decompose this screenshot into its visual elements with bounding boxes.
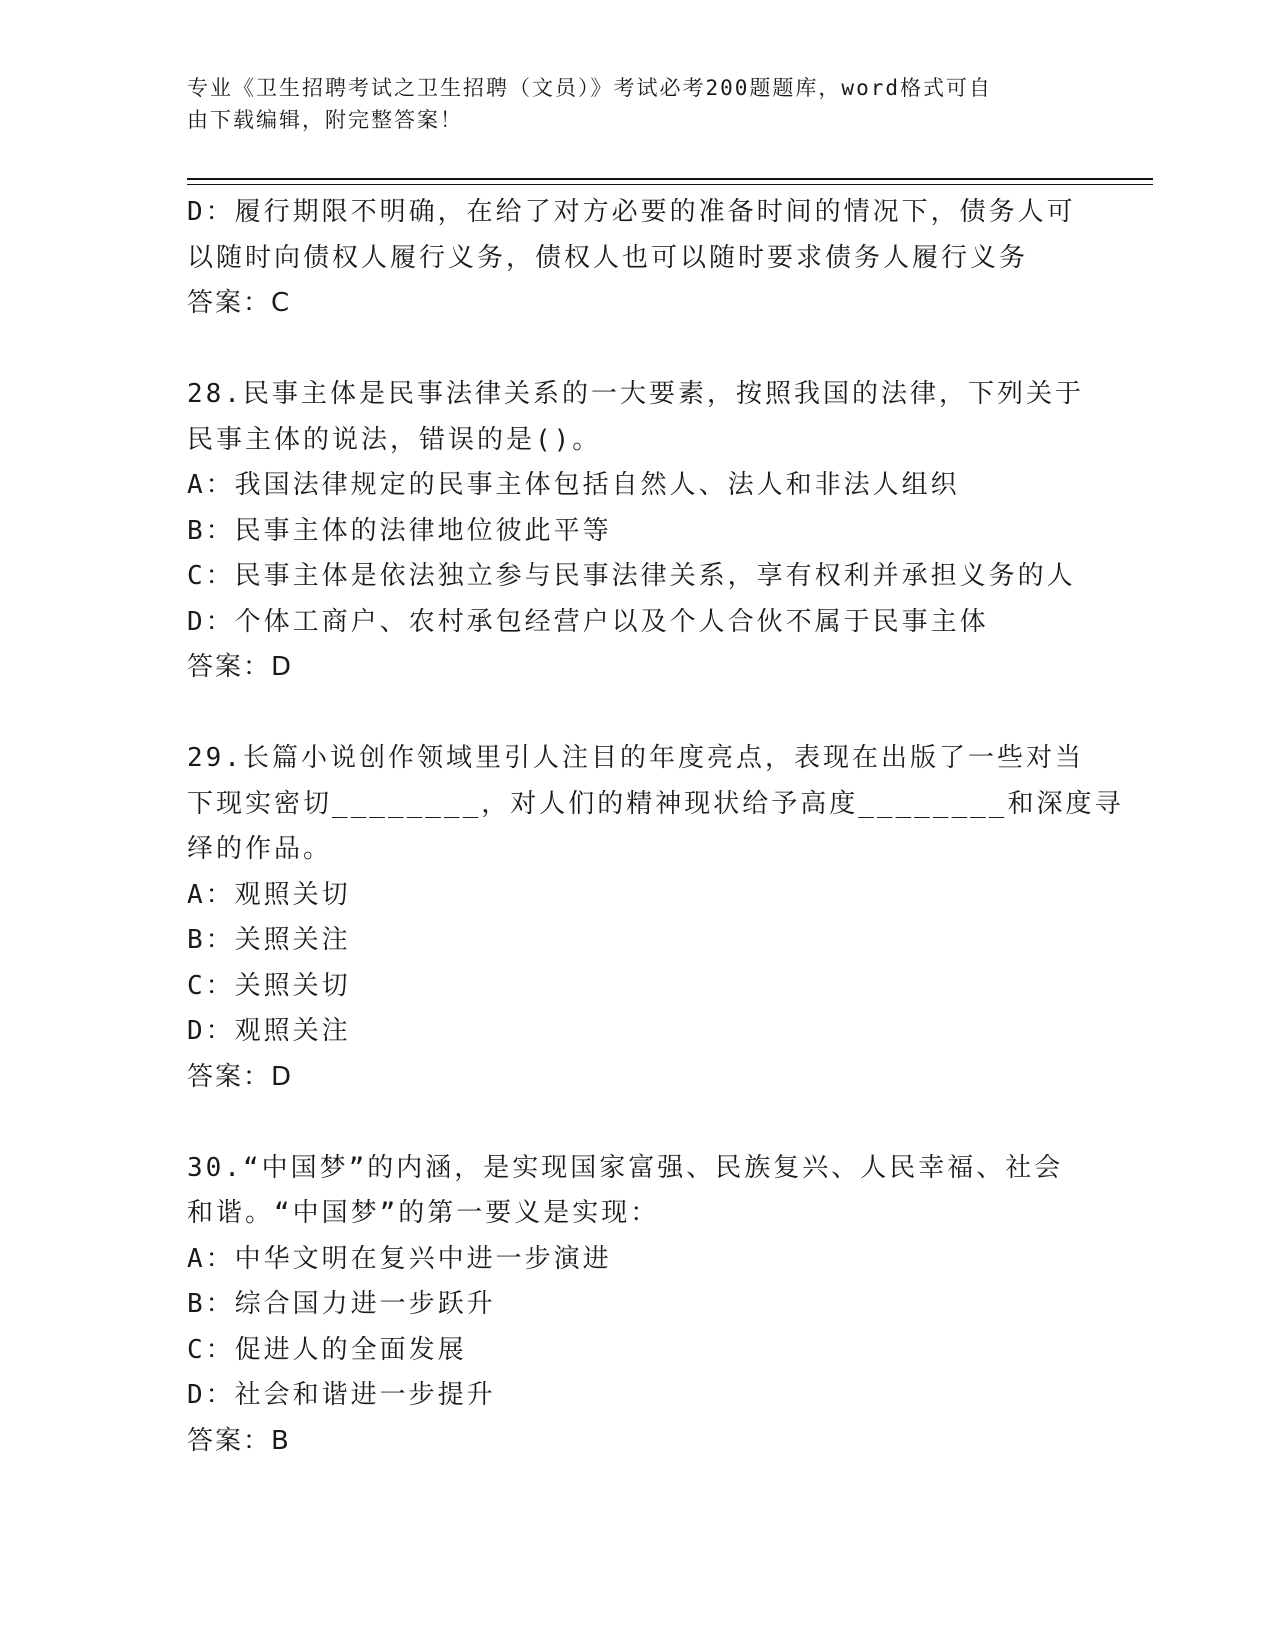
option-a: A：中华文明在复兴中进一步演进 [187,1243,612,1274]
option-c: C：民事主体是依法独立参与民事法律关系，享有权利并承担义务的人 [187,561,1076,591]
option-a: A：观照关切 [187,879,351,910]
spacer [187,691,1087,737]
question-list [187,190,1124,1464]
answer: 答案：D [187,652,294,682]
option-c: C：关照关切 [187,970,351,1001]
option-c: C：促进人的全面发展 [187,1334,467,1365]
question-stem-continued: 绎的作品。 [187,834,333,864]
header-divider-thick [187,178,1153,180]
question-stem-continued: 和谐。“中国梦”的第一要义是实现： [187,1198,660,1228]
question-28 [187,372,1087,691]
question-stem: 28.民事主体是民事法律关系的一大要素，按照我国的法律，下列关于 [187,379,1084,409]
question-stem: 30.“中国梦”的内涵，是实现国家富强、民族复兴、人民幸福、社会 [187,1152,1064,1183]
spacer [187,1100,1087,1146]
header-line-1: 专业《卫生招聘考试之卫生招聘（文员）》考试必考200题题库，word格式可自 [187,76,992,100]
question-29 [187,736,1124,1100]
option-a: A：我国法律规定的民事主体包括自然人、法人和非法人组织 [187,470,960,500]
answer: 答案：C [187,288,292,318]
answer: 答案：D [187,1061,294,1092]
question-stem-continued: 下现实密切________，对人们的精神现状给予高度________和深度寻 [187,788,1124,819]
option-d: D：观照关注 [187,1016,351,1046]
option-d: D：社会和谐进一步提升 [187,1380,496,1410]
question-27-tail [187,190,1087,327]
spacer [187,327,1087,373]
option-d-continued: 以随时向债权人履行义务，债权人也可以随时要求债务人履行义务 [187,242,1029,273]
option-d: D：履行期限不明确，在给了对方必要的准备时间的情况下，债务人可 [187,197,1076,227]
answer: 答案：B [187,1425,291,1456]
header-line-2: 由下载编辑，附完整答案！ [187,108,463,132]
option-b: B：民事主体的法律地位彼此平等 [187,515,612,546]
document-header [187,72,1067,136]
option-d: D：个体工商户、农村承包经营户以及个人合伙不属于民事主体 [187,606,989,637]
question-stem-continued: 民事主体的说法，错误的是()。 [187,424,602,455]
option-b: B：关照关注 [187,925,351,955]
header-divider-thin [187,184,1153,185]
option-b: B：综合国力进一步跃升 [187,1289,496,1319]
question-30 [187,1146,1087,1465]
question-stem: 29.长篇小说创作领域里引人注目的年度亮点，表现在出版了一些对当 [187,743,1084,773]
